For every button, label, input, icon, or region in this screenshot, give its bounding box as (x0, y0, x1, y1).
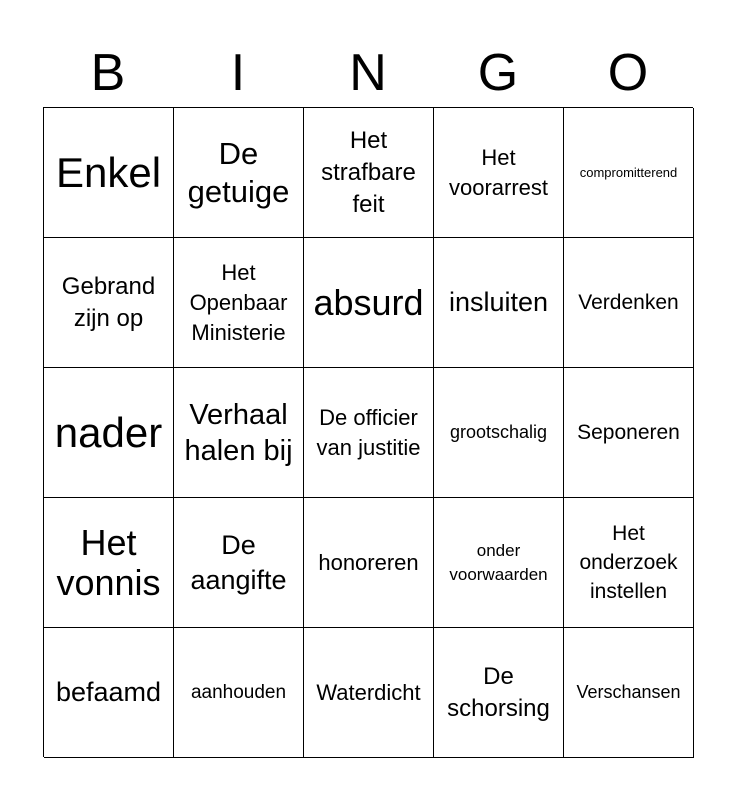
bingo-cell[interactable] (434, 498, 564, 628)
header-letter-g: G (477, 44, 519, 102)
bingo-cell[interactable] (174, 238, 304, 368)
bingo-cell[interactable] (434, 628, 564, 758)
bingo-cell[interactable] (174, 368, 304, 498)
bingo-cell[interactable] (564, 108, 694, 238)
cell-text: Verschansen (576, 682, 681, 702)
bingo-cell[interactable] (174, 108, 304, 238)
cell-text: Het Openbaar Ministerie (189, 259, 288, 345)
cell-text: Het voorarrest (448, 144, 549, 200)
cell-text: Gebrand zijn op (61, 272, 156, 332)
cell-text: absurd (313, 281, 424, 323)
cell-text: De aangifte (190, 529, 287, 595)
bingo-cell[interactable] (564, 368, 694, 498)
cell-text: insluiten (448, 287, 549, 317)
bingo-cell[interactable] (44, 368, 174, 498)
cell-text: nader (54, 408, 163, 456)
bingo-cell[interactable] (434, 368, 564, 498)
bingo-cell[interactable] (564, 628, 694, 758)
header-letter-o: O (607, 44, 649, 102)
bingo-cell[interactable] (304, 628, 434, 758)
cell-text: onder voorwaarden (449, 540, 548, 584)
cell-text: Verdenken (578, 291, 679, 314)
cell-text: aanhouden (190, 681, 287, 703)
bingo-cell[interactable] (44, 628, 174, 758)
cell-text: Verhaal halen bij (184, 398, 293, 467)
bingo-cell[interactable] (564, 238, 694, 368)
header-letter-i: I (230, 44, 246, 102)
bingo-cell[interactable] (304, 238, 434, 368)
bingo-cell[interactable] (174, 628, 304, 758)
bingo-cell[interactable] (174, 498, 304, 628)
bingo-cell[interactable] (44, 108, 174, 238)
cell-text: befaamd (55, 677, 162, 707)
cell-text: De officier van justitie (316, 404, 421, 460)
cell-text: honoreren (318, 549, 419, 575)
bingo-cell[interactable] (304, 108, 434, 238)
cell-text: Waterdicht (316, 679, 421, 705)
bingo-grid (43, 107, 693, 757)
bingo-cell[interactable] (434, 108, 564, 238)
header-letter-n: N (349, 44, 387, 102)
header-letter-b: B (90, 44, 126, 102)
cell-text: Het onderzoek instellen (579, 522, 678, 603)
cell-text: compromitterend (579, 164, 678, 180)
bingo-header (43, 40, 693, 106)
cell-text: De getuige (187, 135, 290, 209)
cell-text: Het strafbare feit (321, 126, 416, 218)
cell-text: Seponeren (577, 421, 680, 444)
bingo-cell[interactable] (44, 238, 174, 368)
bingo-cell[interactable] (44, 498, 174, 628)
bingo-cell[interactable] (434, 238, 564, 368)
cell-text: Enkel (55, 148, 162, 196)
bingo-cell[interactable] (564, 498, 694, 628)
bingo-cell[interactable] (304, 498, 434, 628)
cell-text: De schorsing (447, 662, 550, 722)
cell-text: Het vonnis (56, 521, 161, 603)
bingo-cell[interactable] (304, 368, 434, 498)
cell-text: grootschalig (449, 422, 548, 442)
